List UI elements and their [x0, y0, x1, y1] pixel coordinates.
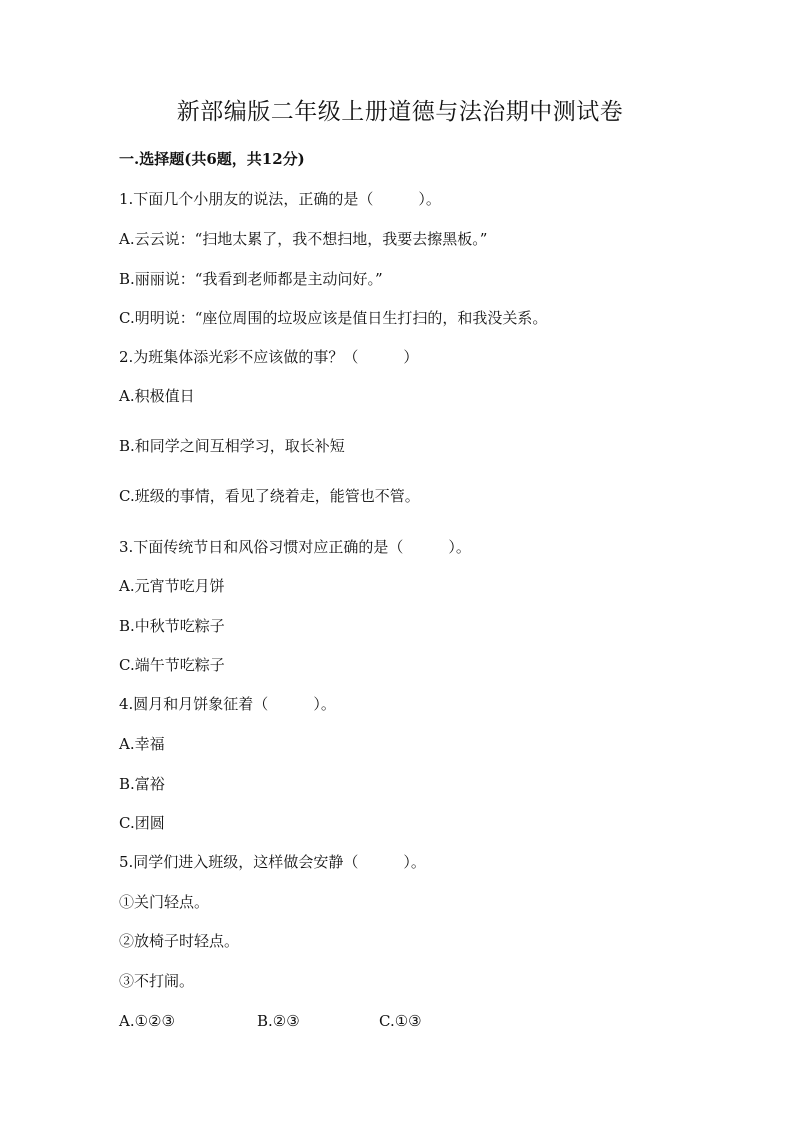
question-2-stem: 2.为班集体添光彩不应该做的事？（ ） — [119, 348, 419, 366]
question-1-option-c: C.明明说：“座位周围的垃圾应该是值日生打扫的，和我没关系。 — [119, 309, 548, 327]
question-5-statement-2: ②放椅子时轻点。 — [119, 932, 240, 950]
question-5-option-a: A.①②③ — [119, 1012, 175, 1030]
question-5-stem: 5.同学们进入班级，这样做会安静（ ）。 — [119, 853, 426, 871]
question-5-option-b: B.②③ — [257, 1012, 300, 1030]
question-5-option-c: C.①③ — [379, 1012, 422, 1030]
question-4-option-c: C.团圆 — [119, 814, 165, 832]
question-3-option-b: B.中秋节吃粽子 — [119, 617, 225, 635]
question-2-option-b: B.和同学之间互相学习，取长补短 — [119, 437, 345, 455]
question-2-option-c: C.班级的事情，看见了绕着走，能管也不管。 — [119, 487, 420, 505]
section-heading: 一.选择题(共6题，共12分) — [119, 150, 305, 168]
question-5-statement-1: ①关门轻点。 — [119, 893, 210, 911]
question-4-option-b: B.富裕 — [119, 775, 165, 793]
question-3-option-c: C.端午节吃粽子 — [119, 656, 225, 674]
question-1-stem: 1.下面几个小朋友的说法，正确的是（ ）。 — [119, 190, 441, 208]
question-5-options — [119, 1011, 519, 1031]
question-1-option-b: B.丽丽说：“我看到老师都是主动问好。” — [119, 270, 383, 288]
question-1-option-a: A.云云说：“扫地太累了，我不想扫地，我要去擦黑板。” — [119, 230, 488, 248]
question-2-option-a: A.积极值日 — [119, 387, 195, 405]
question-4-option-a: A.幸福 — [119, 735, 165, 753]
page-title: 新部编版二年级上册道德与法治期中测试卷 — [176, 99, 624, 125]
question-3-option-a: A.元宵节吃月饼 — [119, 577, 225, 595]
question-4-stem: 4.圆月和月饼象征着（ ）。 — [119, 695, 336, 713]
question-3-stem: 3.下面传统节日和风俗习惯对应正确的是（ ）。 — [119, 538, 471, 556]
question-5-statement-3: ③不打闹。 — [119, 972, 195, 990]
